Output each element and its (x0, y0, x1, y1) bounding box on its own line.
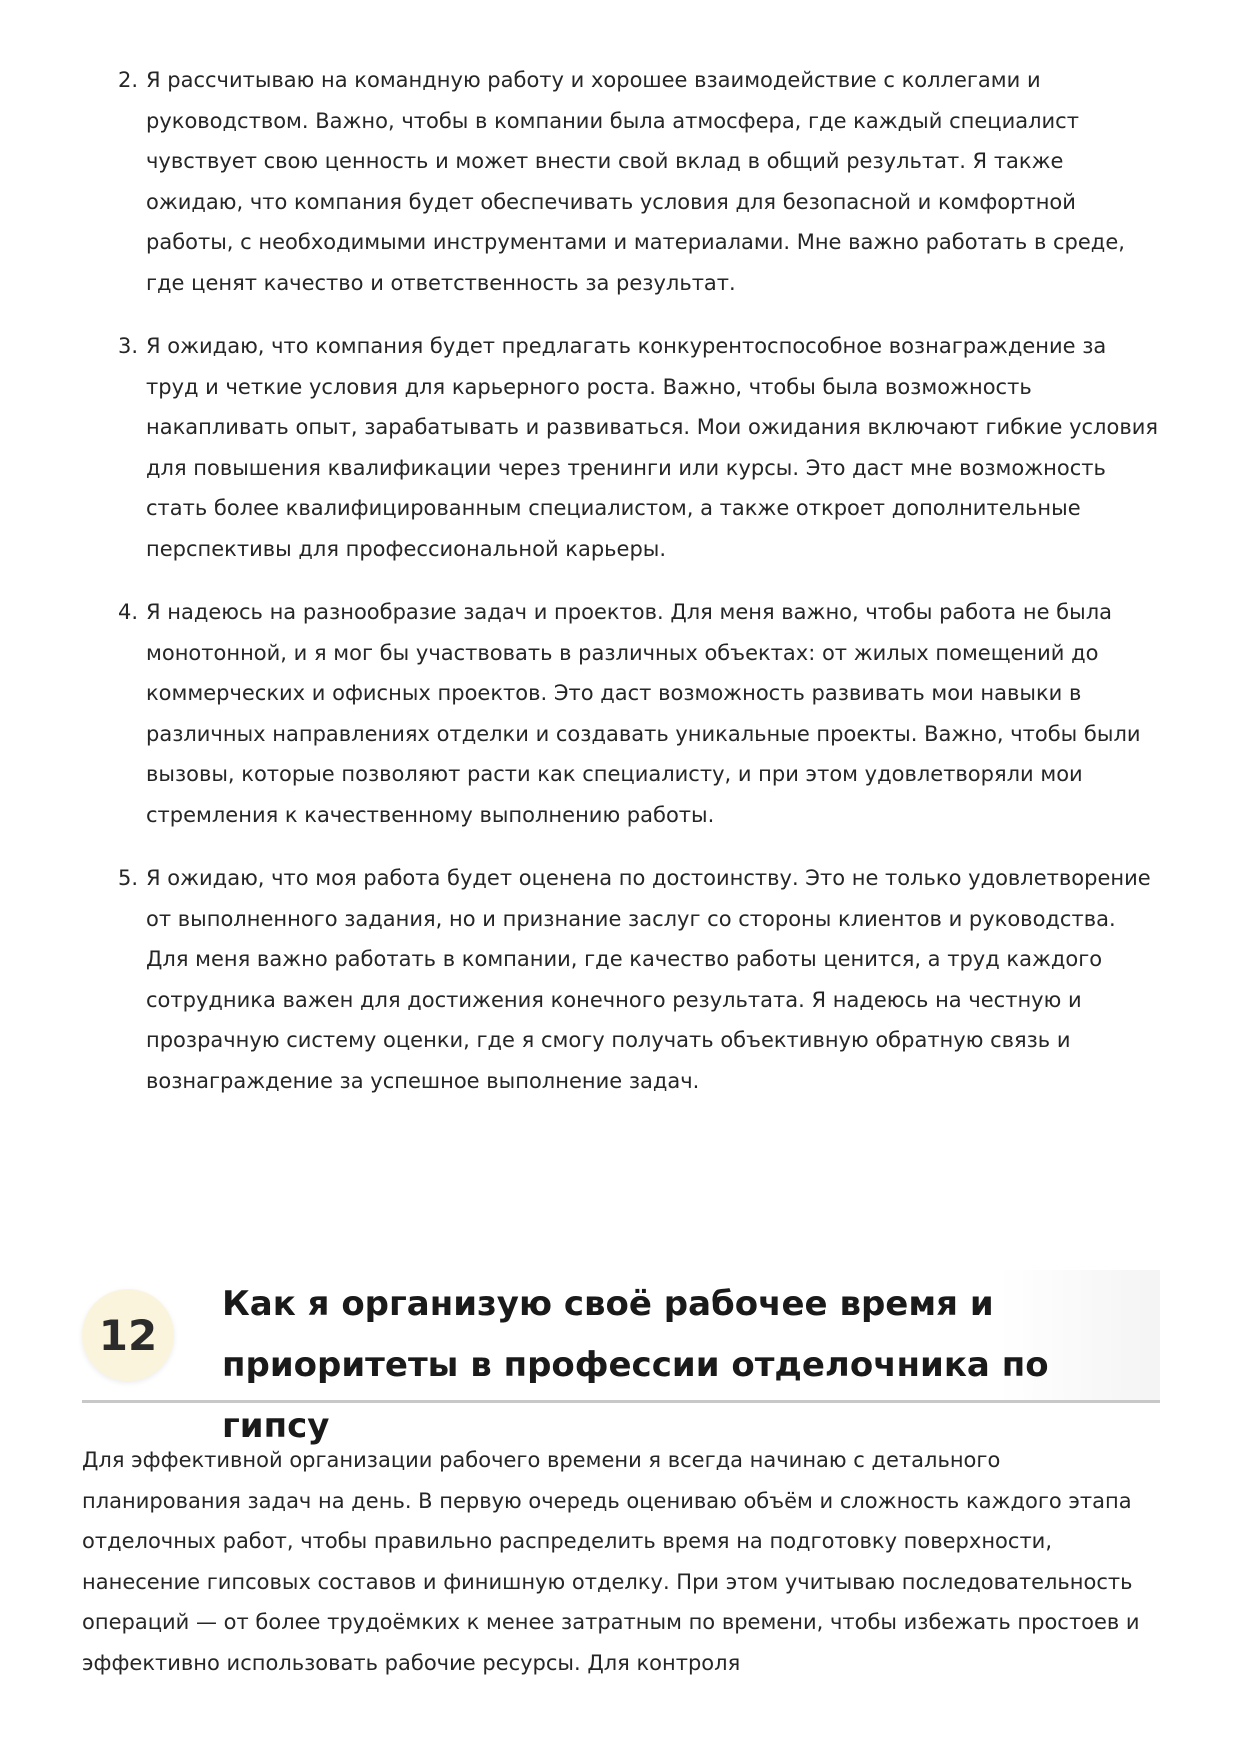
list-item-text: Я надеюсь на разнообразие задач и проектов. Для меня важно, чтобы работа не была монотонной, и я мог бы участвовать в различных объектах: от жилых помещений до коммерческих и офисных проектов. Это даст возможность развивать мои навыки в различных направлениях отделки и создавать уникальные проекты. Важно, чтобы были вызовы, которые позволяют расти как специалисту, и при этом удовлетворяли мои стремления к качественному выполнению работы. (146, 600, 1141, 827)
list-item (118, 326, 1163, 569)
list-item-text: Я ожидаю, что моя работа будет оценена по достоинству. Это не только удовлетворение от выполненного задания, но и признание заслуг со стороны клиентов и руководства. Для меня важно работать в компании, где качество работы ценится, а труд каждого сотрудника важен для достижения конечного результата. Я надеюсь на честную и прозрачную систему оценки, где я смогу получать объективную обратную связь и вознаграждение за успешное выполнение задач. (146, 866, 1151, 1093)
section-number-badge: 12 (82, 1289, 174, 1381)
section-header (82, 1270, 1160, 1446)
list-item (118, 60, 1163, 303)
expectations-list (118, 60, 1163, 1124)
list-item-number: 4. (118, 600, 139, 624)
list-item-text: Я ожидаю, что компания будет предлагать конкурентоспособное вознаграждение за труд и четкие условия для карьерного роста. Важно, чтобы была возможность накапливать опыт, зарабатывать и развиваться. Мои ожидания включают гибкие условия для повышения квалификации через тренинги или курсы. Это даст мне возможность стать более квалифицированным специалистом, а также откроет дополнительные перспективы для профессиональной карьеры. (146, 334, 1158, 561)
list-item-text: Я рассчитываю на командную работу и хорошее взаимодействие с коллегами и руководством. Важно, чтобы в компании была атмосфера, где каждый специалист чувствует свою ценность и может внести свой вклад в общий результат. Я также ожидаю, что компания будет обеспечивать условия для безопасной и комфортной работы, с необходимыми инструментами и материалами. Мне важно работать в среде, где ценят качество и ответственность за результат. (146, 68, 1125, 295)
list-item-number: 2. (118, 68, 139, 92)
body-paragraph: Для эффективной организации рабочего времени я всегда начинаю с детального планирования задач на день. В первую очередь оцениваю объём и сложность каждого этапа отделочных работ, чтобы правильно распределить время на подготовку поверхности, нанесение гипсовых составов и финишную отделку. При этом учитываю последовательность операций — от более трудоёмких к менее затратным по времени, чтобы избежать простоев и эффективно использовать рабочие ресурсы. Для контроля (82, 1448, 1140, 1675)
section-title: Как я организую своё рабочее время и приоритеты в профессии отделочника по гипсу (222, 1284, 1049, 1446)
list-item-number: 3. (118, 334, 139, 358)
list-item (118, 858, 1163, 1101)
list-item (118, 592, 1163, 835)
list-item-number: 5. (118, 866, 139, 890)
